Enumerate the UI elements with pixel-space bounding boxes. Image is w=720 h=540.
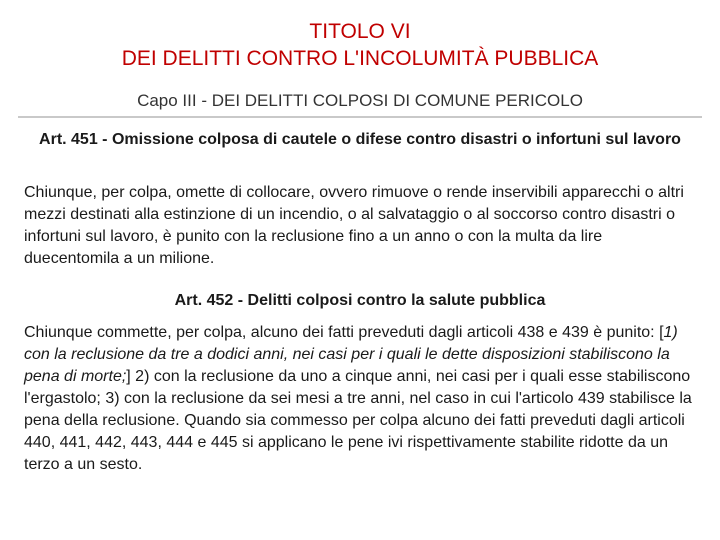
title-line-1: TITOLO VI — [309, 20, 411, 43]
article-452-body-part-2: ] 2) con la reclusione da uno a cinque anni, nei casi per i quali esse stabiliscono l'ergastolo; 3) con la reclusione da sei mesi a tre anni, nel caso in cui l'articolo 439 stabilisce la pena della reclusione. Quando sia commesso per colpa alcuno dei fatti preveduti dagli articoli 440, 441, 442, 443, 444 e 445 si applicano le pene ivi rispettivamente stabilite ridotte da un terzo a un sesto. — [24, 368, 692, 473]
article-452-body-italic: 1) con la reclusione da tre a dodici anni, nei casi per i quali le dette disposizioni stabiliscono la pena di morte; — [24, 324, 678, 385]
page-title — [0, 18, 720, 72]
article-452-body — [24, 322, 700, 476]
chapter-heading: Capo III - DEI DELITTI COLPOSI DI COMUNE PERICOLO — [18, 86, 702, 118]
article-451-body: Chiunque, per colpa, omette di collocare, ovvero rimuove o rende inservibili apparecchi o altri mezzi destinati alla estinzione di un incendio, o al salvataggio o al soccorso contro disastri o infortuni sul lavoro, è punito con la reclusione fino a un anno o con la multa da lire duecentomila a un milione. — [24, 184, 684, 267]
article-451-heading: Art. 451 - Omissione colposa di cautele o difese contro disastri o infortuni sul lavoro — [39, 131, 681, 148]
title-line-2: DEI DELITTI CONTRO L'INCOLUMITÀ PUBBLICA — [121, 47, 599, 70]
article-452-heading: Art. 452 - Delitti colposi contro la salute pubblica — [174, 292, 546, 309]
article-452-body-part-1: Chiunque commette, per colpa, alcuno dei fatti preveduti dagli articoli 438 e 439 è punito: [ — [24, 324, 664, 341]
